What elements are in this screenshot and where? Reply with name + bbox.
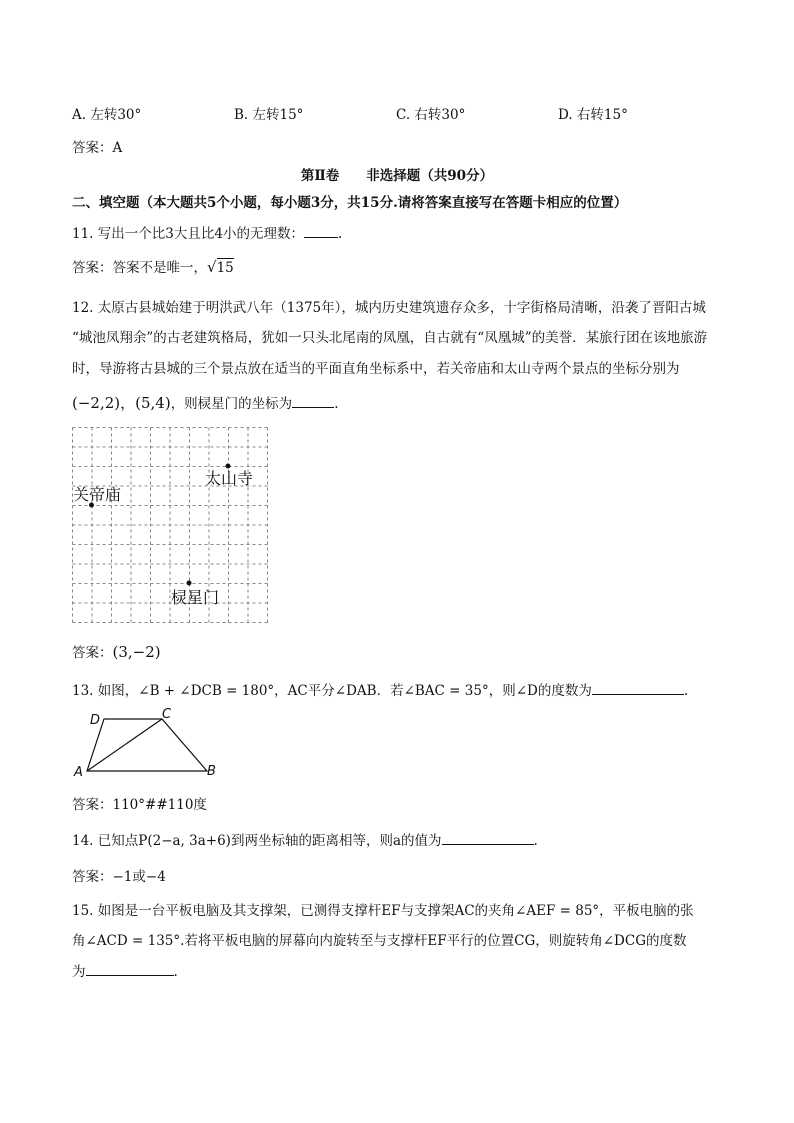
q12-line4-text: ，则棂星门的坐标为 <box>170 396 293 412</box>
q15-line3 <box>72 960 178 980</box>
taishan-label: 太山寺 <box>205 469 254 488</box>
label-a: A <box>74 765 83 780</box>
q12-answer <box>72 641 161 661</box>
option-d: D. 右转15° <box>558 107 628 123</box>
q12-coords: (−2,2)，(5,4) <box>72 394 171 412</box>
section-heading: 二、填空题（本大题共5个小题，每小题3分，共15分.请将答案直接写在答题卡相应的位置） <box>72 195 628 211</box>
guandi-label: 关帝庙 <box>73 485 122 504</box>
q14-blank <box>442 832 534 845</box>
q11-answer <box>72 256 234 276</box>
q11-text: 11. 写出一个比3大且比4小的无理数： <box>72 226 304 242</box>
q12-line1: 12. 太原古县城始建于明洪武八年（1375年），城内历史建筑遗存众多，十字街格局清晰，沿袭了晋阳古城 <box>72 300 706 316</box>
q12-blank <box>292 395 334 408</box>
option-a: A. 左转30° <box>72 107 142 123</box>
q15-suffix: . <box>173 964 178 980</box>
q13-answer: 答案：110°##110度 <box>72 797 207 813</box>
trapezoid-abcd <box>87 719 207 771</box>
q14-answer: 答案：−1或−4 <box>72 869 166 885</box>
q14-suffix: . <box>533 833 538 849</box>
q11-answer-radicand: 15 <box>216 260 234 276</box>
q13-suffix: . <box>683 683 689 699</box>
q11-blank <box>304 225 338 238</box>
taishan-point <box>226 464 231 469</box>
q13-blank <box>592 682 684 695</box>
q15-line1: 15. 如图是一台平板电脑及其支撑架，已测得支撑杆EF与支撑架AC的夹角∠AEF = 85°，平板电脑的张 <box>72 903 694 919</box>
q12-suffix: . <box>334 396 339 412</box>
q15-line2: 角∠ACD = 135°.若将平板电脑的屏幕向内旋转至与支撑杆EF平行的位置CG，则旋转角∠DCG的度数 <box>72 933 687 949</box>
q13-question <box>72 679 688 699</box>
lingxing-label: 棂星门 <box>171 588 220 607</box>
q14-text: 14. 已知点P(2−a, 3a+6)到两坐标轴的距离相等，则a的值为 <box>72 833 442 849</box>
label-b: B <box>207 764 216 779</box>
q11-suffix: . <box>337 226 343 242</box>
q14-question <box>72 829 538 849</box>
q13-trapezoid-figure <box>72 706 222 782</box>
q15-blank <box>86 963 174 976</box>
q12-grid-map <box>72 427 268 623</box>
q11-answer-prefix: 答案：答案不是唯一， <box>72 260 207 276</box>
section-title: 第Ⅱ卷 非选择题（共90分） <box>300 168 494 184</box>
lingxing-point <box>187 581 192 586</box>
label-d: D <box>90 713 101 728</box>
q12-line3: 时，导游将古县城的三个景点放在适当的平面直角坐标系中，若关帝庙和太山寺两个景点的坐标分别为 <box>72 361 680 377</box>
q13-text: 13. 如图，∠B + ∠DCB = 180°，AC平分∠DAB．若∠BAC = 35°，则∠D的度数为 <box>72 683 592 699</box>
q12-answer-value: (3,−2) <box>112 643 161 661</box>
q12-answer-prefix: 答案： <box>72 645 113 661</box>
sqrt-symbol: √ <box>207 258 217 276</box>
q11-question <box>72 222 342 242</box>
q15-line3-text: 为 <box>72 964 86 980</box>
q12-line2: “城池凤翔余”的古老建筑格局，犹如一只头北尾南的凤凰，自古就有“凤凰城”的美誉．某旅行团在该地旅游 <box>72 330 708 346</box>
label-c: C <box>162 707 172 722</box>
q10-answer: 答案：A <box>72 140 123 156</box>
option-b: B. 左转15° <box>234 107 304 123</box>
q12-line4 <box>72 392 338 413</box>
option-c: C. 右转30° <box>396 107 466 123</box>
